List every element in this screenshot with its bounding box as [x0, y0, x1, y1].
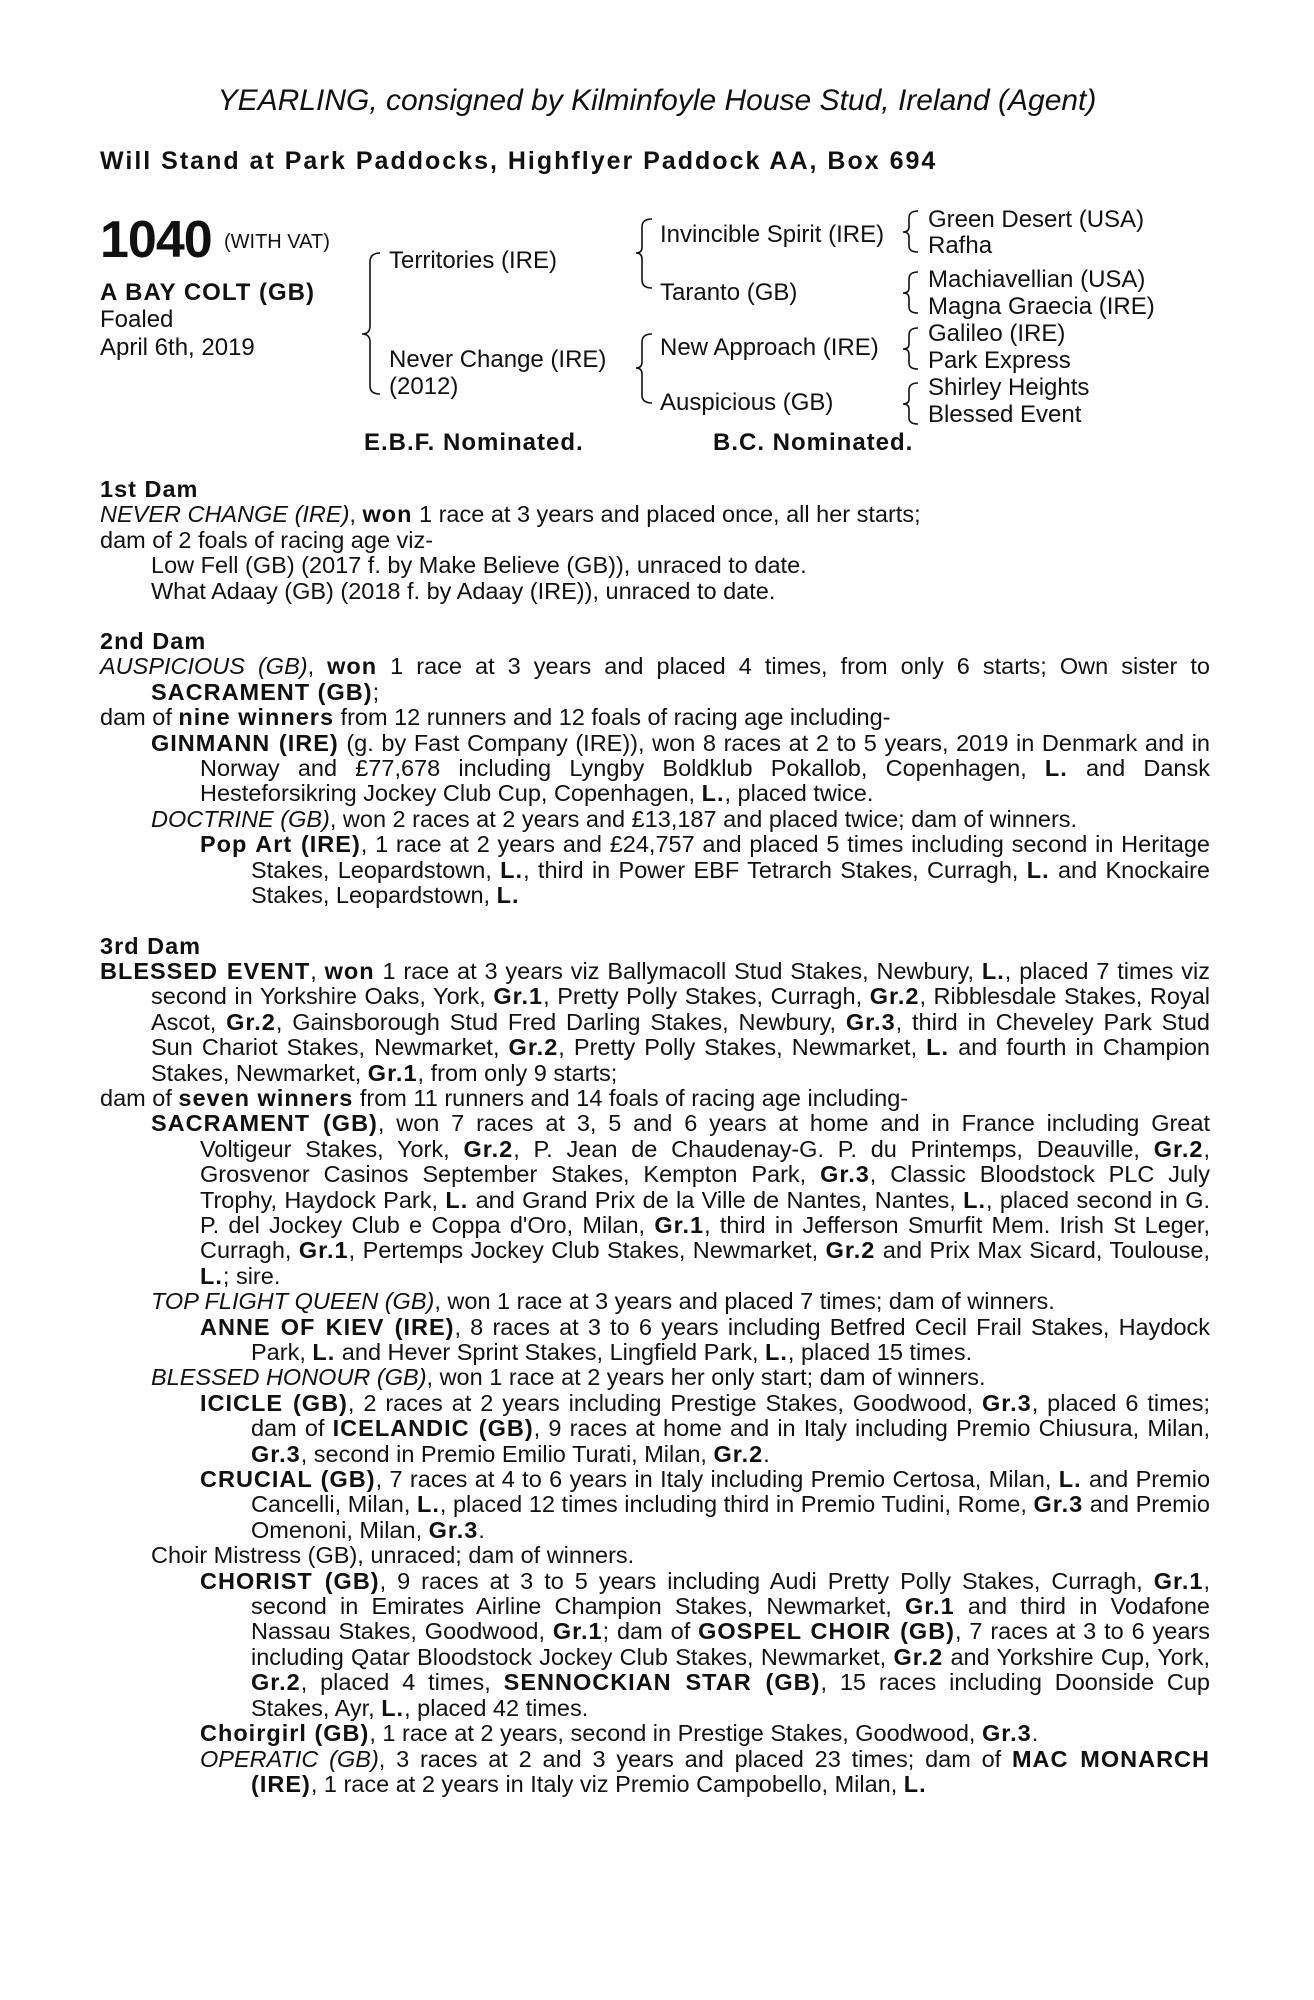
bold-run: Gr.1	[367, 1059, 418, 1086]
text-run: and Premio Omenoni, Milan,	[251, 1491, 1211, 1543]
bold-run: Gr.2	[893, 1643, 944, 1670]
bold-run: L.	[500, 856, 524, 883]
text-run: , placed second in G. P. del Jockey Club e Coppa d'Oro, Milan,	[200, 1186, 1210, 1238]
text-run: , 7 races at 3 to 6 years including Qatar Bloodstock Jockey Club Stakes, Newmarket,	[251, 1618, 1210, 1670]
ancestor-4: Magna Graecia (IRE)	[928, 293, 1155, 320]
bold-run: Gr.1	[298, 1237, 349, 1264]
bold-run: L.	[1058, 1466, 1082, 1493]
bold-run: won	[327, 653, 378, 680]
bold-run: L.	[903, 1770, 927, 1797]
ancestor-7: Shirley Heights	[928, 374, 1090, 401]
text-run: and Dansk Hesteforsikring Jockey Club Cup, Copenhagen,	[200, 755, 1210, 807]
bold-run: CHORIST (GB)	[200, 1567, 380, 1594]
bold-run: Gr.1	[904, 1593, 955, 1620]
second-dam-heading: 2nd Dam	[100, 628, 207, 655]
produce-entry	[100, 731, 1210, 807]
dam: Never Change (IRE)	[389, 346, 607, 373]
bold-run: Gr.2	[463, 1135, 514, 1162]
text-run: , Ribblesdale Stakes, Royal Ascot,	[151, 983, 1210, 1035]
text-run: ; dam of	[602, 1618, 699, 1645]
bold-run: Gr.1	[552, 1618, 603, 1645]
text-run: from 11 runners and 14 foals of racing age including-	[353, 1084, 909, 1111]
stand-location: Will Stand at Park Paddocks, Highflyer Paddock AA, Box 694	[100, 147, 938, 175]
text-run: ,	[349, 501, 363, 528]
text-run: , won 7 races at 3, 5 and 6 years at home and in France including Great Voltigeur Stakes, York,	[200, 1110, 1210, 1162]
text-run: , 2 races at 2 years including Prestige Stakes, Goodwood,	[347, 1389, 982, 1416]
text-run: from 12 runners and 12 foals of racing age including-	[334, 704, 891, 731]
text-run: , placed 4 times,	[300, 1669, 504, 1696]
text-run: , 3 races at 2 and 3 years and placed 23 times; dam of	[378, 1745, 1012, 1772]
text-run: , Grosvenor Casinos September Stakes, Kempton Park,	[200, 1135, 1210, 1188]
text-run: 1 race at 3 years and placed once, all her starts;	[412, 501, 921, 528]
foaled-date: April 6th, 2019	[100, 334, 255, 361]
text-run: , 15 races including Doonside Cup Stakes, Ayr,	[251, 1669, 1210, 1721]
text-run: , second in Premio Emilio Turati, Milan,	[300, 1440, 714, 1467]
foal-entry: What Adaay (GB) (2018 f. by Adaay (IRE)), unraced to date.	[151, 577, 776, 604]
bold-run: SACRAMENT (GB)	[151, 1110, 378, 1137]
foal-entry: Low Fell (GB) (2017 f. by Make Believe (GB)), unraced to date.	[151, 552, 807, 579]
bold-run: L.	[1026, 856, 1050, 883]
bold-run: BLESSED EVENT	[100, 957, 311, 984]
bold-run: L.	[963, 1186, 986, 1213]
italic-run: DOCTRINE (GB)	[151, 805, 330, 832]
bold-run: ICELANDIC (GB)	[332, 1415, 534, 1442]
bold-run: Gr.2	[1153, 1135, 1204, 1162]
text-run: ,	[307, 653, 328, 680]
produce-subentry	[100, 1391, 1210, 1467]
text-run: , 7 races at 4 to 6 years in Italy including Premio Certosa, Milan,	[375, 1466, 1059, 1493]
second-dam-produce	[100, 731, 1210, 909]
italic-run: OPERATIC (GB)	[200, 1745, 379, 1772]
bold-run: SENNOCKIAN STAR (GB)	[503, 1669, 821, 1696]
consignment-line: YEARLING, consigned by Kilminfoyle House Stud, Ireland (Agent)	[217, 84, 1097, 117]
bold-run: Gr.1	[493, 983, 544, 1010]
third-dam-produce	[100, 1111, 1210, 1797]
bold-run: Gr.3	[1033, 1491, 1084, 1518]
text-run: and Premio Cancelli, Milan,	[251, 1466, 1211, 1518]
bold-run: nine winners	[178, 704, 335, 731]
sire-dam: Taranto (GB)	[660, 279, 798, 306]
text-run: , 1 race at 2 years, second in Prestige Stakes, Goodwood,	[369, 1720, 982, 1747]
lot-description: A BAY COLT (GB)	[100, 279, 316, 306]
bold-run: seven winners	[178, 1084, 354, 1111]
third-dam-heading: 3rd Dam	[100, 932, 202, 959]
bold-run: L.	[445, 1186, 469, 1213]
text-run: , 9 races at 3 to 5 years including Audi Pretty Polly Stakes, Curragh,	[379, 1567, 1154, 1594]
text-run: and Hever Sprint Stakes, Lingfield Park,	[335, 1339, 766, 1365]
bold-run: L.	[312, 1339, 336, 1365]
dam-sire: New Approach (IRE)	[660, 334, 879, 361]
text-run: dam of	[100, 704, 179, 731]
vat-note: (WITH VAT)	[224, 231, 330, 253]
produce-subentry	[100, 1747, 1210, 1798]
produce-entry	[100, 1289, 1210, 1314]
second-dam-dam-of	[100, 705, 1210, 730]
text-run: , Pretty Polly Stakes, Newmarket,	[558, 1034, 927, 1061]
text-run: , from only 9 starts;	[417, 1059, 618, 1086]
third-dam-para	[100, 959, 1210, 1086]
produce-subentry	[100, 1467, 1210, 1543]
text-run: and fourth in Champion Stakes, Newmarket,	[151, 1034, 1210, 1086]
ancestor-1: Green Desert (USA)	[928, 206, 1145, 233]
text-run: , won 1 race at 2 years her only start; dam of winners.	[426, 1364, 986, 1391]
ancestor-8: Blessed Event	[928, 401, 1082, 428]
produce-entry	[100, 807, 1210, 832]
bold-run: Gr.3	[251, 1440, 301, 1467]
bold-run: Gr.3	[981, 1389, 1032, 1416]
bold-run: L.	[1044, 755, 1068, 782]
bold-run: L.	[701, 780, 725, 807]
dam-year: (2012)	[389, 373, 459, 400]
italic-run: TOP FLIGHT QUEEN (GB)	[151, 1288, 435, 1315]
bold-run: GINMANN (IRE)	[151, 729, 339, 756]
text-run: .	[763, 1440, 770, 1467]
bold-run: Gr.2	[508, 1034, 559, 1061]
text-run: dam of	[100, 1084, 179, 1111]
bold-run: Gr.2	[713, 1440, 764, 1467]
italic-run: BLESSED HONOUR (GB)	[151, 1364, 427, 1391]
text-run: (g. by Fast Company (IRE)), won 8 races at 2 to 5 years, 2019 in Denmark and in Norway and £77,678 including Lyngby Boldklub Pokallob, Copenhagen,	[200, 729, 1210, 782]
produce-subentry	[100, 1315, 1210, 1366]
bold-run: Gr.2	[251, 1669, 301, 1696]
text-run: , 9 races at home and in Italy including Premio Chiusura, Milan,	[533, 1415, 1211, 1442]
text-run: , 1 race at 2 years and £24,757 and placed 5 times including second in Heritage Stakes, Leopardstown,	[251, 831, 1210, 883]
bold-run: MAC MONARCH (IRE)	[251, 1745, 1210, 1797]
bold-run: Gr.1	[654, 1211, 705, 1238]
text-run: .	[1031, 1720, 1039, 1747]
text-run: , 8 races at 3 to 6 years including Betfred Cecil Frail Stakes, Haydock Park,	[251, 1313, 1211, 1365]
text-run: , 1 race at 2 years in Italy viz Premio Campobello, Milan,	[310, 1770, 904, 1797]
bold-run: Gr.2	[825, 1237, 876, 1264]
text-run: ;	[372, 678, 380, 705]
text-run: ,	[310, 957, 325, 984]
text-run: , placed twice.	[724, 780, 874, 807]
text-run: , placed 15 times.	[787, 1339, 973, 1365]
bold-run: CRUCIAL (GB)	[200, 1466, 376, 1493]
text-run: , placed 12 times including third in Premio Tudini, Rome,	[439, 1491, 1034, 1518]
text-run: and Knockaire Stakes, Leopardstown,	[251, 856, 1210, 909]
text-run: and Grand Prix de la Ville de Nantes, Nantes,	[468, 1186, 964, 1213]
bold-run: won	[324, 957, 375, 984]
text-run: 1 race at 3 years viz Ballymacoll Stud Stakes, Newbury,	[374, 957, 982, 984]
text-run: , third in Jefferson Smurfit Mem. Irish St Leger, Curragh,	[200, 1211, 1210, 1264]
bold-run: Pop Art (IRE)	[200, 831, 361, 858]
ancestor-3: Machiavellian (USA)	[928, 266, 1146, 293]
foaled-label: Foaled	[100, 306, 174, 333]
text-run: , won 2 races at 2 years and £13,187 and placed twice; dam of winners.	[329, 805, 1078, 832]
text-run: and Yorkshire Cup, York,	[943, 1643, 1210, 1670]
produce-entry	[100, 1111, 1210, 1289]
bold-run: L.	[381, 1694, 405, 1721]
text-run: , Classic Bloodstock PLC July Trophy, Haydock Park,	[200, 1161, 1210, 1213]
ancestor-5: Galileo (IRE)	[928, 320, 1066, 347]
ancestor-6: Park Express	[928, 347, 1071, 374]
bold-run: L.	[416, 1491, 440, 1518]
produce-entry	[100, 1543, 1210, 1568]
first-dam-heading: 1st Dam	[100, 476, 199, 502]
text-run: , third in Cheveley Park Stud Sun Chariot Stakes, Newmarket,	[151, 1008, 1210, 1061]
produce-subentry	[100, 1721, 1210, 1746]
text-run: Choir Mistress (GB), unraced; dam of winners.	[151, 1542, 635, 1569]
first-dam-para	[100, 502, 1210, 527]
bold-run: L.	[496, 882, 520, 909]
bold-run: ANNE OF KIEV (IRE)	[200, 1313, 455, 1340]
ancestor-2: Rafha	[928, 232, 993, 259]
bold-run: L.	[981, 957, 1005, 984]
text-run: , Gainsborough Stud Fred Darling Stakes, Newbury,	[275, 1008, 846, 1035]
text-run: , Pertemps Jockey Club Stakes, Newmarket,	[348, 1237, 826, 1264]
ebf-nomination: E.B.F. Nominated.	[364, 429, 584, 456]
bold-run: Gr.3	[845, 1008, 896, 1035]
bold-run: Gr.2	[226, 1008, 276, 1035]
bold-run: L.	[926, 1034, 950, 1061]
bold-run: SACRAMENT (GB)	[151, 678, 373, 705]
bold-run: GOSPEL CHOIR (GB)	[698, 1618, 955, 1645]
text-run: , second in Emirates Airline Champion Stakes, Newmarket,	[251, 1567, 1210, 1620]
second-dam-para	[100, 654, 1210, 705]
text-run: and third in Vodafone Nassau Stakes, Goodwood,	[251, 1593, 1210, 1645]
sire-sire: Invincible Spirit (IRE)	[660, 221, 885, 248]
italic-run: AUSPICIOUS (GB)	[100, 653, 308, 680]
produce-record	[100, 477, 1210, 1797]
bold-run: Gr.3	[820, 1161, 870, 1188]
bold-run: won	[362, 501, 413, 528]
text-run: , placed 6 times; dam of	[251, 1389, 1211, 1442]
text-run: ; sire.	[222, 1262, 281, 1289]
bold-run: Choirgirl (GB)	[200, 1720, 370, 1747]
dam-dam: Auspicious (GB)	[660, 389, 834, 416]
bold-run: Gr.3	[982, 1720, 1032, 1747]
text-run: , P. Jean de Chaudenay-G. P. du Printemps, Deauville,	[513, 1135, 1154, 1162]
text-run: , won 1 race at 3 years and placed 7 times; dam of winners.	[434, 1288, 1055, 1315]
italic-run: NEVER CHANGE (IRE)	[100, 501, 350, 528]
produce-subentry	[100, 1569, 1210, 1721]
produce-subentry	[100, 832, 1210, 908]
bc-nomination: B.C. Nominated.	[713, 429, 914, 456]
text-run: , placed 7 times viz second in Yorkshire Oaks, York,	[151, 957, 1210, 1010]
text-run: .	[478, 1516, 485, 1543]
text-run: and Prix Max Sicard, Toulouse,	[875, 1237, 1210, 1264]
bold-run: ICICLE (GB)	[200, 1389, 348, 1416]
produce-entry	[100, 1365, 1210, 1390]
bold-run: Gr.2	[869, 983, 920, 1010]
bold-run: L.	[200, 1262, 223, 1289]
bold-run: Gr.3	[428, 1516, 479, 1543]
sire: Territories (IRE)	[389, 247, 558, 274]
bold-run: L.	[765, 1339, 788, 1365]
first-dam-dam-of: dam of 2 foals of racing age viz-	[100, 526, 434, 553]
lot-number: 1040	[100, 211, 212, 269]
text-run: , Pretty Polly Stakes, Curragh,	[543, 983, 870, 1010]
third-dam-dam-of	[100, 1086, 1210, 1111]
text-run: , placed 42 times.	[404, 1694, 589, 1721]
text-run: , third in Power EBF Tetrarch Stakes, Curragh,	[523, 856, 1027, 883]
bold-run: Gr.1	[1153, 1567, 1204, 1594]
text-run: 1 race at 3 years and placed 4 times, from only 6 starts; Own sister to	[377, 653, 1210, 680]
